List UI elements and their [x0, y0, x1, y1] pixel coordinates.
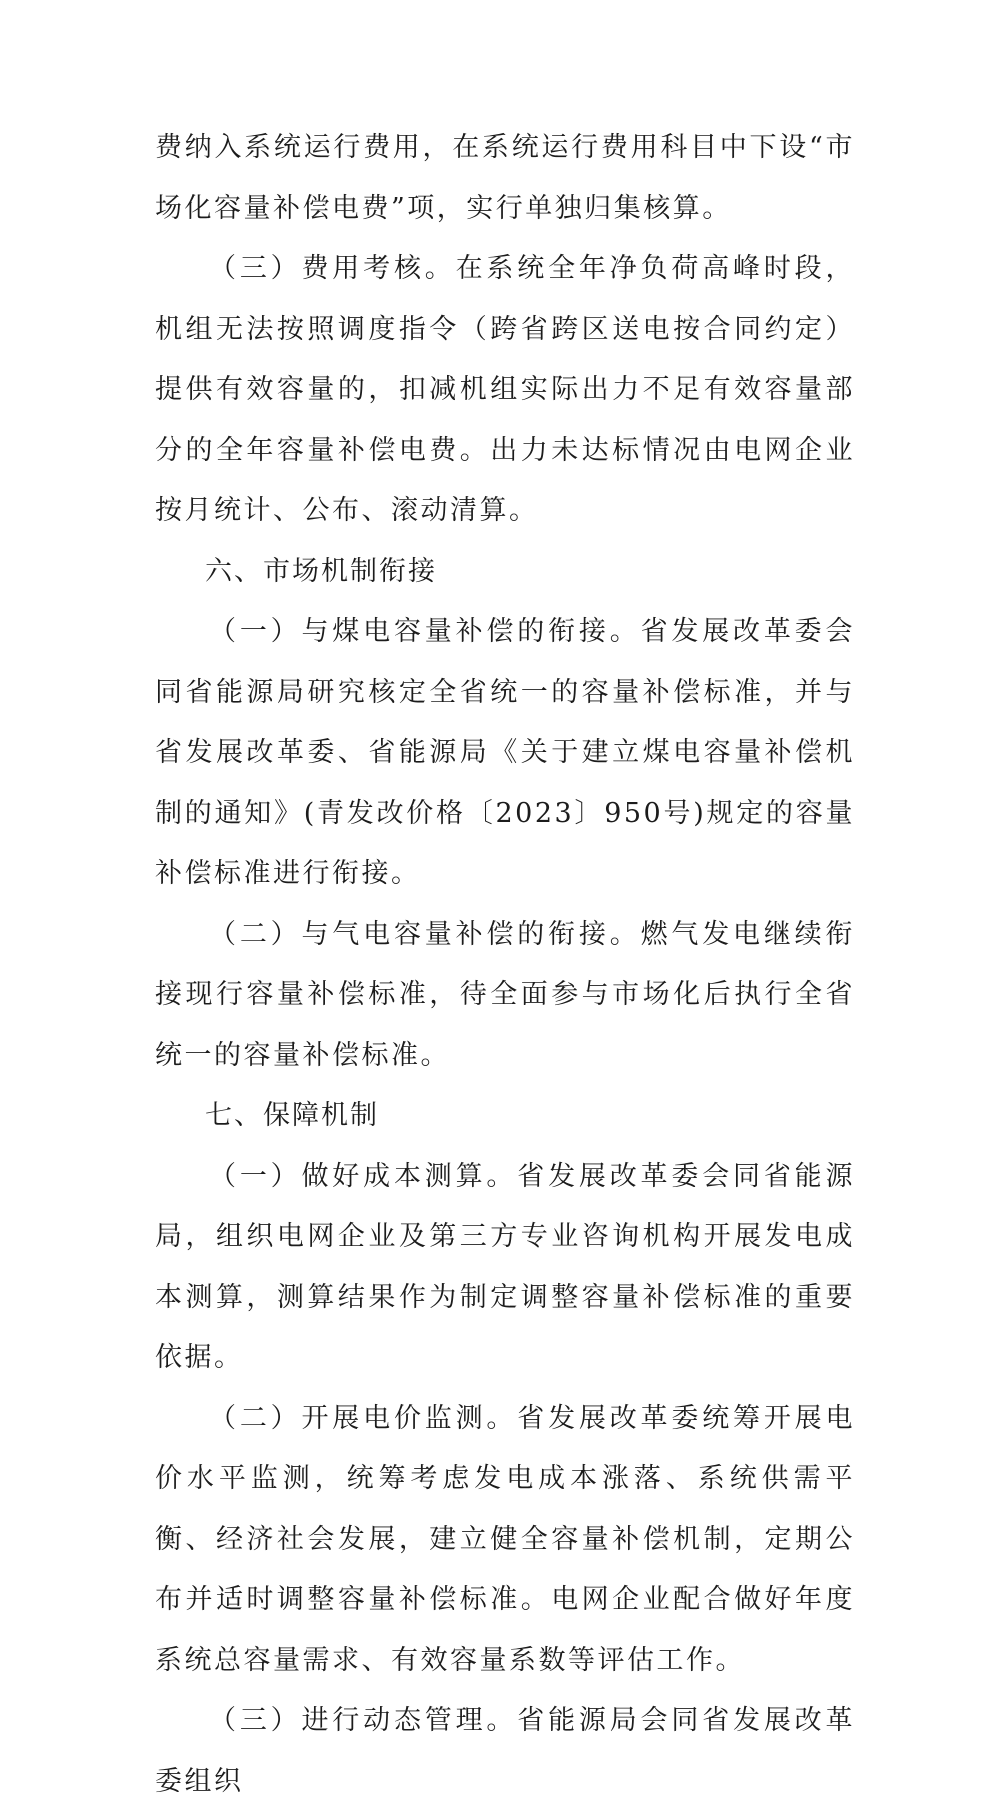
body-paragraph — [155, 1147, 855, 1389]
body-paragraph — [155, 118, 855, 239]
body-paragraph — [155, 1389, 855, 1692]
paragraph-text: 省发展改革委统筹开展电价水平监测，统筹考虑发电成本涨落、系统供需平衡、经济社会发展，建立健全容量补偿机制，定期公布并适时调整容量补偿标准。电网企业配合做好年度系统总容量需求、有效容量系数等评估工作。 — [155, 1402, 855, 1676]
paragraph-text: 在系统全年净负荷高峰时段，机组无法按照调度指令（跨省跨区送电按合同约定）提供有效容量的，扣减机组实际出力不足有效容量部分的全年容量补偿电费。出力未达标情况由电网企业按月统计、公布、滚动清算。 — [155, 253, 856, 526]
body-paragraph — [155, 905, 855, 1087]
paragraph-lead: （二）开展电价监测。 — [209, 1402, 518, 1434]
paragraph-text: 七、保障机制 — [205, 1100, 379, 1131]
section-heading — [155, 542, 855, 603]
paragraph-lead: （一）与煤电容量补偿的衔接。 — [209, 616, 641, 647]
paragraph-text: 六、市场机制衔接 — [205, 555, 437, 587]
paragraph-lead: （三）费用考核。 — [209, 253, 456, 284]
body-paragraph — [155, 239, 855, 542]
paragraph-text: 燃气发电继续衔接现行容量补偿标准，待全面参与市场化后执行全省统一的容量补偿标准。 — [155, 918, 856, 1071]
paragraph-text: 省发展改革委会同省能源局，组织电网企业及第三方专业咨询机构开展发电成本测算，测算结果作为制定调整容量补偿标准的重要依据。 — [155, 1160, 855, 1373]
paragraph-lead: （一）做好成本测算。 — [209, 1160, 518, 1192]
body-paragraph — [155, 1691, 855, 1812]
document-page — [155, 118, 855, 1812]
paragraph-text: 费纳入系统运行费用，在系统运行费用科目中下设“市场化容量补偿电费”项，实行单独归集核算。 — [155, 132, 855, 224]
paragraph-lead: （二）与气电容量补偿的衔接。 — [209, 918, 641, 950]
section-heading — [155, 1086, 855, 1147]
body-paragraph — [155, 602, 855, 905]
paragraph-text: 省能源局会同省发展改革委组织 — [155, 1705, 855, 1797]
paragraph-lead: （三）进行动态管理。 — [209, 1705, 518, 1736]
paragraph-text: 省发展改革委会同省能源局研究核定全省统一的容量补偿标准，并与省发展改革委、省能源局《关于建立煤电容量补偿机制的通知》(青发改价格〔2023〕950号)规定的容量补偿标准进行衔接。 — [155, 616, 856, 889]
